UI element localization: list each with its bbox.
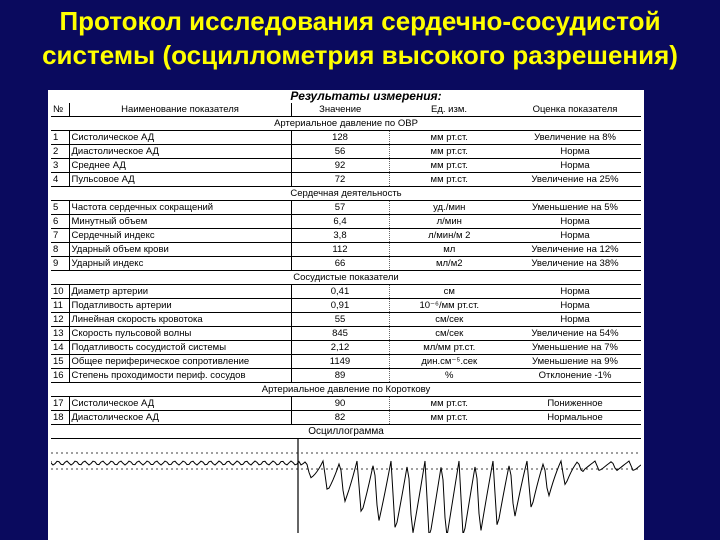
- row-name: Скорость пульсовой волны: [69, 327, 291, 341]
- row-num: 16: [51, 369, 69, 383]
- row-name: Систолическое АД: [69, 397, 291, 411]
- header-name: Наименование показателя: [69, 103, 291, 117]
- row-name: Ударный индекс: [69, 257, 291, 271]
- row-value: 0,41: [291, 285, 389, 299]
- row-assessment: Уменьшение на 9%: [532, 356, 618, 367]
- row-num: 10: [51, 285, 69, 299]
- row-value: 66: [291, 257, 389, 271]
- section-title: Артериальное давление по ОВР: [274, 118, 418, 129]
- section-title: Артериальное давление по Короткову: [261, 384, 431, 395]
- row-name: Степень проходимости периф. сосудов: [69, 369, 291, 383]
- row-unit: мм рт.ст.: [430, 160, 468, 171]
- table-row: [51, 229, 641, 243]
- row-num: 11: [51, 299, 69, 313]
- row-num: 17: [51, 397, 69, 411]
- slide-title-line-1: Протокол исследования сердечно-сосудистой: [59, 6, 661, 36]
- results-table: [51, 103, 641, 425]
- row-name: Систолическое АД: [69, 131, 291, 145]
- row-num: 7: [51, 229, 69, 243]
- table-row: [51, 327, 641, 341]
- slide-title-line-2: системы (осциллометрия высокого разрешения): [42, 40, 678, 70]
- row-value: 0,91: [291, 299, 389, 313]
- row-unit: л/мин: [436, 216, 462, 227]
- row-name: Диастолическое АД: [69, 145, 291, 159]
- table-row: [51, 313, 641, 327]
- results-body: [51, 117, 641, 425]
- table-row: [51, 355, 641, 369]
- row-unit: дин.см⁻⁵.сек: [421, 356, 478, 367]
- row-assessment: Пониженное: [547, 398, 603, 409]
- table-row: [51, 299, 641, 313]
- table-row: [51, 173, 641, 187]
- header-unit: Ед. изм.: [389, 103, 509, 117]
- row-unit: мм рт.ст.: [430, 146, 468, 157]
- row-num: 8: [51, 243, 69, 257]
- oscillogram-trace: [51, 461, 641, 533]
- row-assessment: Норма: [560, 286, 590, 297]
- row-num: 6: [51, 215, 69, 229]
- oscillogram-chart: [51, 439, 641, 533]
- row-value: 56: [291, 145, 389, 159]
- row-name: Податливость артерии: [69, 299, 291, 313]
- section-row: [51, 383, 641, 397]
- row-unit: 10⁻⁶/мм рт.ст.: [419, 300, 480, 311]
- row-value: 6,4: [291, 215, 389, 229]
- row-num: 14: [51, 341, 69, 355]
- table-row: [51, 257, 641, 271]
- table-row: [51, 215, 641, 229]
- row-value: 57: [291, 201, 389, 215]
- row-unit: мл: [443, 244, 456, 255]
- row-assessment: Увеличение на 25%: [531, 174, 619, 185]
- row-assessment: Увеличение на 38%: [531, 258, 619, 269]
- section-title: Сердечная деятельность: [290, 188, 402, 199]
- row-name: Диастолическое АД: [69, 411, 291, 425]
- row-unit: %: [445, 370, 454, 381]
- row-assessment: Норма: [560, 160, 590, 171]
- row-num: 2: [51, 145, 69, 159]
- row-assessment: Норма: [560, 230, 590, 241]
- section-row: [51, 117, 641, 131]
- row-name: Частота сердечных сокращений: [69, 201, 291, 215]
- row-value: 89: [291, 369, 389, 383]
- row-num: 4: [51, 173, 69, 187]
- table-row: [51, 243, 641, 257]
- row-assessment: Уменьшение на 7%: [532, 342, 618, 353]
- row-value: 82: [291, 411, 389, 425]
- row-value: 55: [291, 313, 389, 327]
- row-unit: см: [443, 286, 455, 297]
- row-unit: уд./мин: [433, 202, 466, 213]
- header-num: №: [51, 103, 69, 117]
- row-num: 12: [51, 313, 69, 327]
- table-row: [51, 369, 641, 383]
- header-value: Значение: [291, 103, 389, 117]
- row-assessment: Норма: [560, 216, 590, 227]
- row-value: 90: [291, 397, 389, 411]
- row-assessment: Норма: [560, 300, 590, 311]
- table-row: [51, 411, 641, 425]
- row-value: 2,12: [291, 341, 389, 355]
- row-num: 3: [51, 159, 69, 173]
- row-name: Диаметр артерии: [69, 285, 291, 299]
- slide-title: [0, 4, 720, 72]
- row-unit: см/сек: [435, 328, 464, 339]
- row-unit: мм рт.ст.: [430, 398, 468, 409]
- table-row: [51, 145, 641, 159]
- document-title: Результаты измерения:: [290, 90, 442, 103]
- row-num: 18: [51, 411, 69, 425]
- row-name: Среднее АД: [69, 159, 291, 173]
- row-num: 5: [51, 201, 69, 215]
- row-name: Минутный объем: [69, 215, 291, 229]
- row-unit: мм рт.ст.: [430, 174, 468, 185]
- row-name: Сердечный индекс: [69, 229, 291, 243]
- row-unit: мл/м2: [435, 258, 463, 269]
- row-unit: мм рт.ст.: [430, 132, 468, 143]
- header-assessment: Оценка показателя: [509, 103, 641, 117]
- row-num: 1: [51, 131, 69, 145]
- row-unit: мл/мм рт.ст.: [423, 342, 476, 353]
- table-row: [51, 285, 641, 299]
- row-value: 1149: [291, 355, 389, 369]
- row-value: 72: [291, 173, 389, 187]
- row-assessment: Норма: [560, 314, 590, 325]
- row-assessment: Увеличение на 54%: [531, 328, 619, 339]
- row-unit: см/сек: [435, 314, 464, 325]
- row-name: Ударный объем крови: [69, 243, 291, 257]
- row-value: 3,8: [291, 229, 389, 243]
- row-value: 92: [291, 159, 389, 173]
- table-row: [51, 201, 641, 215]
- results-document: [48, 90, 644, 540]
- row-num: 13: [51, 327, 69, 341]
- row-value: 845: [291, 327, 389, 341]
- row-assessment: Норма: [560, 146, 590, 157]
- row-num: 15: [51, 355, 69, 369]
- row-name: Общее периферическое сопротивление: [69, 355, 291, 369]
- row-assessment: Увеличение на 8%: [534, 132, 616, 143]
- row-name: Пульсовое АД: [69, 173, 291, 187]
- row-assessment: Уменьшение на 5%: [532, 202, 618, 213]
- section-row: [51, 187, 641, 201]
- table-row: [51, 131, 641, 145]
- section-title: Сосудистые показатели: [293, 272, 399, 283]
- row-assessment: Отклонение -1%: [538, 370, 612, 381]
- row-assessment: Увеличение на 12%: [531, 244, 619, 255]
- oscillogram-title: Осциллограмма: [51, 425, 641, 439]
- row-name: Податливость сосудистой системы: [69, 341, 291, 355]
- row-value: 112: [291, 243, 389, 257]
- table-header-row: [51, 103, 641, 117]
- row-unit: мм рт.ст.: [430, 412, 468, 423]
- table-row: [51, 341, 641, 355]
- row-unit: л/мин/м 2: [428, 230, 471, 241]
- row-assessment: Нормальное: [547, 412, 603, 423]
- row-num: 9: [51, 257, 69, 271]
- row-name: Линейная скорость кровотока: [69, 313, 291, 327]
- row-value: 128: [291, 131, 389, 145]
- section-row: [51, 271, 641, 285]
- table-row: [51, 397, 641, 411]
- table-row: [51, 159, 641, 173]
